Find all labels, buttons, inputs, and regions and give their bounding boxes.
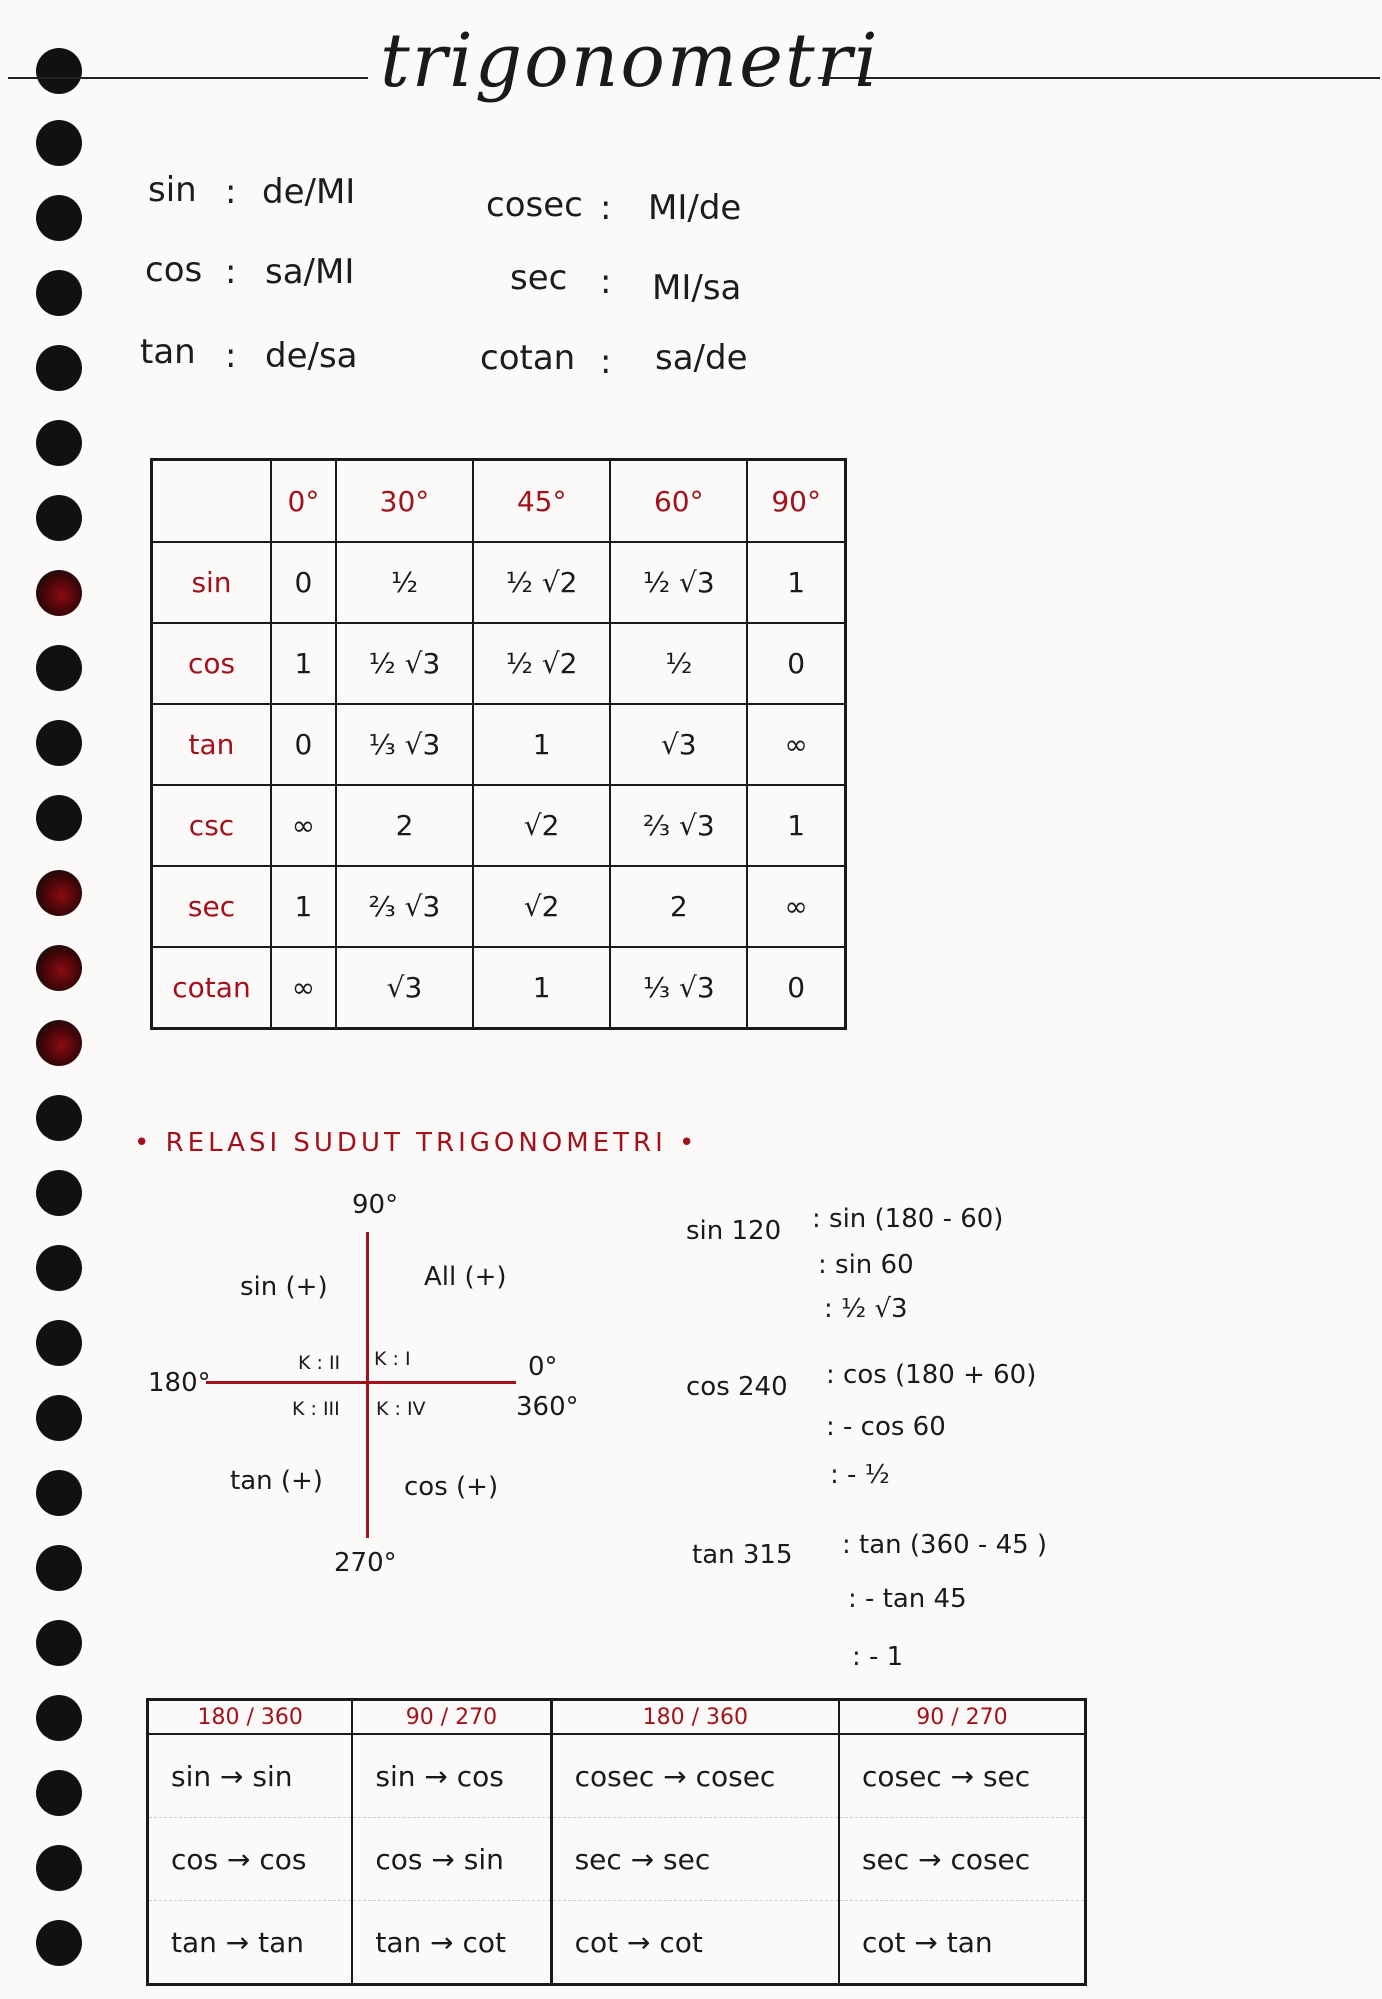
formula-cos-value: sa/MI [265,252,355,292]
quadrant-4-sign: cos (+) [404,1472,499,1502]
relation-table-cell: sin → cos [352,1734,551,1818]
value-table-cell: ½ [336,542,473,623]
example-sin-line3: : ½ √3 [824,1294,908,1324]
example-sin-line1: : sin (180 - 60) [812,1204,1004,1234]
value-table-cell: 0 [747,623,845,704]
binder-hole [36,1020,82,1066]
binder-hole [36,1545,82,1591]
quadrant-2-k: K : II [298,1352,341,1374]
quadrant-label-90: 90° [352,1190,399,1220]
relation-table-header-row [148,1700,1086,1735]
relation-table-cell: sec → cosec [839,1818,1086,1901]
value-table-cell: ⅓ √3 [336,704,473,785]
relation-table-row [148,1818,1086,1901]
formula-cosec-sep: : [600,188,612,228]
value-table-cell: 1 [747,785,845,866]
value-table-cell: ⅔ √3 [336,866,473,947]
relation-table-header: 90 / 270 [352,1700,551,1735]
formula-cotan-value: sa/de [655,338,748,378]
relation-table-row [148,1901,1086,1985]
quadrant-vertical-axis [366,1232,369,1538]
quadrant-label-270: 270° [334,1548,397,1578]
value-table-cell: 1 [271,866,336,947]
formula-sin-name: sin [148,170,197,210]
value-table-cell: √2 [473,785,610,866]
formula-cos-name: cos [145,250,203,290]
title-rule-right [818,77,1380,79]
value-table-cell: 1 [747,542,845,623]
quadrant-label-0: 0° [528,1352,558,1382]
title-rule-left [8,77,368,79]
relation-table-cell: sec → sec [551,1818,839,1901]
example-cos-line3: : - ½ [830,1460,890,1490]
binder-hole [36,720,82,766]
value-table-row-label: tan [152,704,272,785]
formula-sin-value: de/MI [262,172,356,212]
binder-hole [36,1470,82,1516]
binder-hole [36,1095,82,1141]
binder-hole [36,495,82,541]
relation-table-row [148,1734,1086,1818]
relation-table-cell: cosec → cosec [551,1734,839,1818]
value-table-cell: 0 [271,542,336,623]
value-table-cell: 2 [336,785,473,866]
binder-hole [36,1920,82,1966]
quadrant-1-k: K : I [374,1348,411,1370]
value-table-cell: 0 [747,947,845,1029]
relation-table [146,1698,1087,1986]
formula-sec-name: sec [510,258,568,298]
binder-hole [36,1170,82,1216]
example-cos-line1: : cos (180 + 60) [826,1360,1037,1390]
value-table-cell: 1 [271,623,336,704]
value-table-row-label: sec [152,866,272,947]
value-table-cell: √2 [473,866,610,947]
value-table-row [152,704,846,785]
relation-table-header: 180 / 360 [551,1700,839,1735]
binder-hole [36,570,82,616]
quadrant-2-sign: sin (+) [240,1272,328,1302]
binder-hole [36,420,82,466]
quadrant-label-360: 360° [516,1392,579,1422]
binder-hole [36,945,82,991]
formula-tan-sep: : [225,336,237,376]
example-sin-line2: : sin 60 [818,1250,914,1280]
example-cos-line2: : - cos 60 [826,1412,946,1442]
value-table-cell: ½ √3 [610,542,747,623]
relation-table-cell: cosec → sec [839,1734,1086,1818]
binder-hole [36,48,82,94]
value-table-cell: 0 [271,704,336,785]
binder-hole [36,1320,82,1366]
value-table-header-row [152,460,846,543]
example-tan-line3: : - 1 [852,1642,904,1672]
formula-cotan-sep: : [600,342,612,382]
value-table-cell: 2 [610,866,747,947]
example-tan-line2: : - tan 45 [848,1584,967,1614]
binder-hole [36,1395,82,1441]
value-table-header: 0° [271,460,336,543]
quadrant-3-sign: tan (+) [230,1466,323,1496]
value-table-header: 90° [747,460,845,543]
relation-table-cell: sin → sin [148,1734,353,1818]
value-table-row-label: csc [152,785,272,866]
example-cos-lhs: cos 240 [686,1372,788,1402]
binder-hole [36,1620,82,1666]
relation-table-header: 90 / 270 [839,1700,1086,1735]
relation-table-cell: tan → cot [352,1901,551,1985]
binder-hole [36,195,82,241]
formula-tan-name: tan [140,332,196,372]
example-tan-lhs: tan 315 [692,1540,793,1570]
formula-cos-sep: : [225,252,237,292]
formula-sin-sep: : [225,172,237,212]
trig-value-table [150,458,847,1030]
example-tan-line1: : tan (360 - 45 ) [842,1530,1048,1560]
quadrant-horizontal-axis [206,1381,516,1384]
formula-cotan-name: cotan [480,338,576,378]
page-title: trigonometri [380,18,880,104]
binder-hole [36,270,82,316]
value-table-cell: ∞ [271,785,336,866]
value-table-cell: 1 [473,704,610,785]
formula-cosec-value: MI/de [648,188,742,228]
binder-hole [36,795,82,841]
quadrant-label-180: 180° [148,1368,211,1398]
value-table-row [152,542,846,623]
quadrant-3-k: K : III [292,1398,340,1420]
binder-hole [36,345,82,391]
value-table-cell: ½ √2 [473,542,610,623]
binder-hole [36,1770,82,1816]
value-table-row [152,785,846,866]
value-table-cell: ∞ [747,704,845,785]
value-table-row-label: sin [152,542,272,623]
value-table-cell: ½ √2 [473,623,610,704]
relation-table-cell: cos → cos [148,1818,353,1901]
formula-sec-value: MI/sa [652,268,742,308]
value-table-cell: ⅓ √3 [610,947,747,1029]
binder-hole [36,1845,82,1891]
value-table-row-label: cotan [152,947,272,1029]
relation-table-cell: cos → sin [352,1818,551,1901]
value-table-cell: 1 [473,947,610,1029]
binder-hole [36,1245,82,1291]
value-table-cell: ½ [610,623,747,704]
value-table-cell: ⅔ √3 [610,785,747,866]
value-table-cell: √3 [610,704,747,785]
relation-table-cell: tan → tan [148,1901,353,1985]
binder-hole [36,870,82,916]
quadrant-1-sign: All (+) [424,1262,507,1292]
quadrant-4-k: K : IV [376,1398,426,1420]
binder-hole [36,1695,82,1741]
relation-table-cell: cot → cot [551,1901,839,1985]
value-table-cell: ½ √3 [336,623,473,704]
value-table-row [152,866,846,947]
value-table-row [152,947,846,1029]
value-table-cell: √3 [336,947,473,1029]
formula-sec-sep: : [600,262,612,302]
section-title: • RELASI SUDUT TRIGONOMETRI • [134,1128,699,1158]
relation-table-cell: cot → tan [839,1901,1086,1985]
relation-table-header: 180 / 360 [148,1700,353,1735]
value-table-corner [152,460,272,543]
value-table-header: 45° [473,460,610,543]
value-table-row [152,623,846,704]
value-table-row-label: cos [152,623,272,704]
value-table-header: 60° [610,460,747,543]
value-table-header: 30° [336,460,473,543]
binder-hole [36,645,82,691]
value-table-cell: ∞ [271,947,336,1029]
formula-tan-value: de/sa [265,336,358,376]
binder-hole [36,120,82,166]
example-sin-lhs: sin 120 [686,1216,782,1246]
value-table-cell: ∞ [747,866,845,947]
formula-cosec-name: cosec [486,185,583,225]
